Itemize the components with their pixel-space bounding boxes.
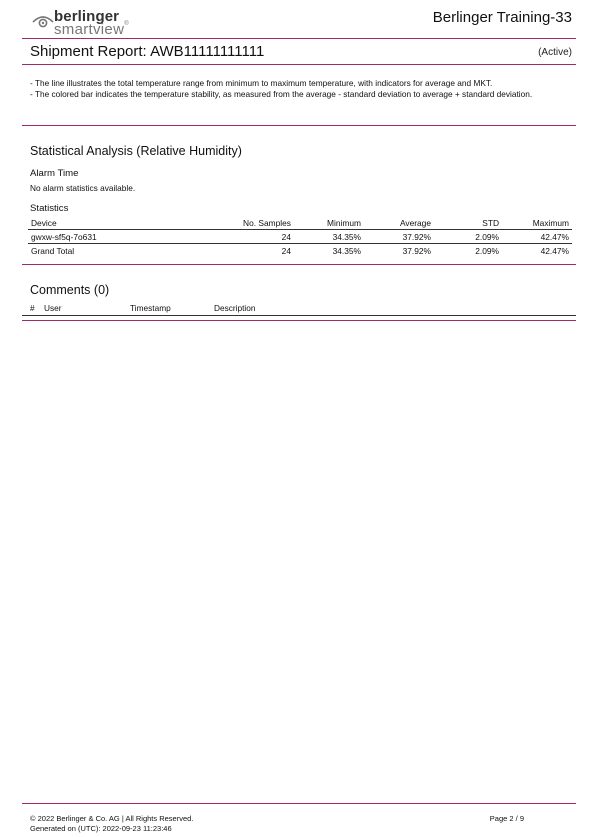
- comments-column-timestamp: Timestamp: [130, 303, 171, 313]
- report-status: (Active): [538, 47, 572, 58]
- total-average-cell: 37.92%: [402, 245, 431, 256]
- column-header: Minimum: [294, 217, 364, 230]
- logo-wordmark-berlinger: berlinger: [54, 8, 120, 25]
- comments-column-number: #: [30, 303, 35, 313]
- comments-divider: [22, 320, 576, 321]
- column-header: No. Samples: [228, 217, 294, 230]
- header-divider: [22, 38, 576, 39]
- comments-column-description: Description: [214, 303, 256, 313]
- comments-column-user: User: [44, 303, 62, 313]
- page-number: Page 2 / 9: [489, 814, 524, 823]
- column-header: Average: [364, 217, 434, 230]
- statistics-title: Statistics: [30, 203, 69, 214]
- title-divider: [22, 64, 576, 65]
- total-maximum-cell: 42.47%: [540, 245, 569, 256]
- note-colored-bar: - The colored bar indicates the temperature stability, as measured from the average - standard deviation to average + standard deviation.: [30, 89, 533, 99]
- footer-info: [30, 814, 193, 834]
- column-header: Device: [28, 217, 228, 230]
- average-cell: 37.92%: [364, 230, 434, 244]
- alarm-time-title: Alarm Time: [30, 168, 79, 179]
- footer-divider: [22, 803, 576, 804]
- grand-total-row: [28, 244, 572, 258]
- total-samples-cell: 24: [281, 245, 291, 256]
- column-header: STD: [434, 217, 502, 230]
- maximum-cell: 42.47%: [502, 230, 572, 244]
- minimum-cell: 34.35%: [294, 230, 364, 244]
- samples-cell: 24: [228, 230, 294, 244]
- table-header-row: [28, 217, 572, 230]
- comments-title: Comments (0): [30, 283, 110, 297]
- statistics-divider: [22, 264, 576, 265]
- eye-logo-icon: [32, 14, 54, 28]
- legend-notes: [30, 78, 572, 100]
- copyright-text: © 2022 Berlinger & Co. AG | All Rights Reserved.: [30, 814, 194, 823]
- total-minimum-cell: 34.35%: [332, 245, 361, 256]
- logo-wordmark-smartview: smartview®: [54, 21, 129, 38]
- notes-divider: [22, 125, 576, 126]
- statistics-table: [28, 217, 572, 257]
- total-std-cell: 2.09%: [475, 245, 499, 256]
- note-line-range: - The line illustrates the total temperature range from minimum to maximum temperature, with indicators for average and MKT.: [30, 78, 493, 88]
- alarm-time-text: No alarm statistics available.: [30, 183, 136, 193]
- statistical-analysis-title: Statistical Analysis (Relative Humidity): [30, 144, 242, 158]
- generated-timestamp: Generated on (UTC): 2022-09-23 11:23:46: [30, 824, 172, 833]
- device-cell: gwxw-sf5q-7o631: [28, 230, 228, 244]
- comments-header-underline: [22, 315, 576, 316]
- total-label-cell: Grand Total: [31, 245, 75, 256]
- report-title: Shipment Report: AWB11111111111: [30, 43, 265, 60]
- table-row: [28, 230, 572, 244]
- berlinger-logo: [32, 8, 152, 38]
- column-header: Maximum: [502, 217, 572, 230]
- company-name: Berlinger Training-33: [432, 9, 572, 26]
- std-cell: 2.09%: [434, 230, 502, 244]
